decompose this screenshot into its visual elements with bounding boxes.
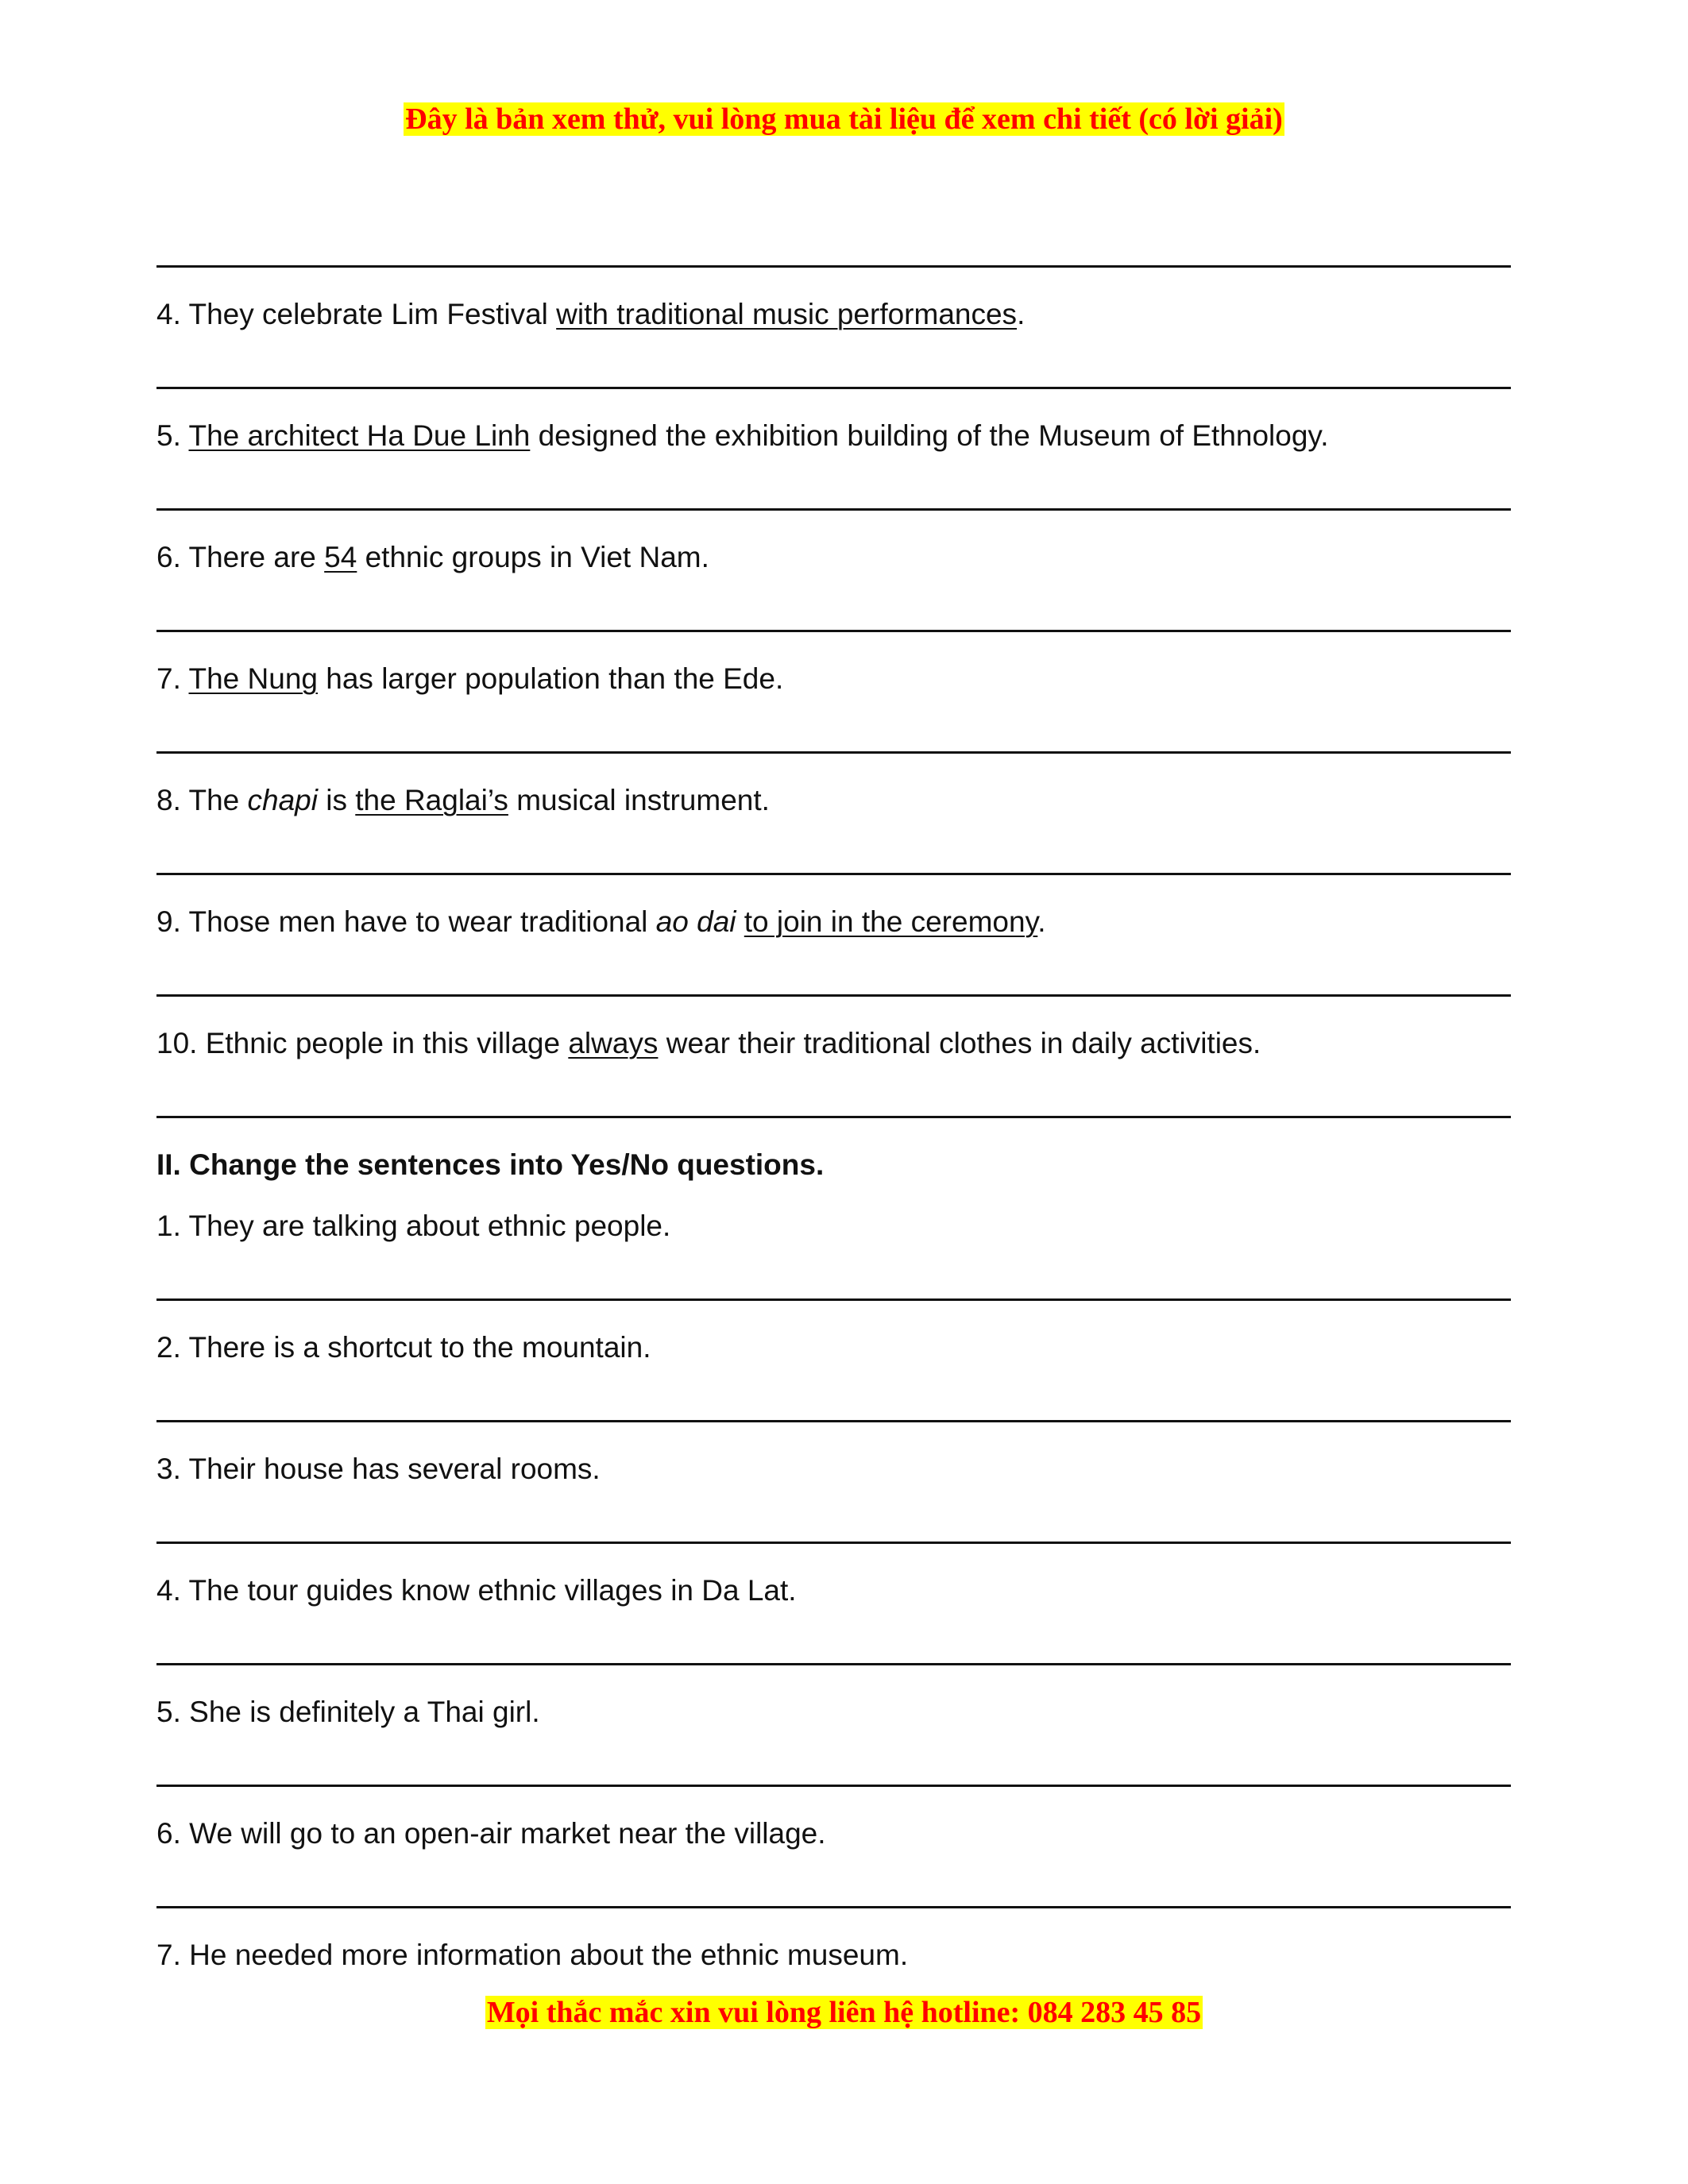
- question-item-3: 3. Their house has several rooms.: [156, 1453, 601, 1485]
- italic-term: chapi: [247, 784, 318, 816]
- answer-line: [156, 1116, 1511, 1118]
- answer-line: [156, 508, 1511, 511]
- hotline-text: Mọi thắc mắc xin vui lòng liên hệ hotline: 084 283 45 85: [486, 1996, 1202, 2029]
- underlined-phrase: The Nung: [188, 662, 318, 695]
- exercise-item-5: 5. The architect Ha Due Linh designed the exhibition building of the Museum of Ethnology.: [156, 419, 1329, 452]
- section-heading: II. Change the sentences into Yes/No questions.: [156, 1148, 825, 1181]
- answer-line: [156, 994, 1511, 997]
- underlined-phrase: to join in the ceremony: [744, 905, 1038, 938]
- answer-line: [156, 265, 1511, 268]
- exercise-item-7: 7. The Nung has larger population than the Ede.: [156, 662, 784, 695]
- answer-line: [156, 630, 1511, 632]
- answer-line: [156, 387, 1511, 389]
- question-item-4: 4. The tour guides know ethnic villages in Da Lat.: [156, 1574, 797, 1607]
- answer-line: [156, 1298, 1511, 1301]
- question-item-2: 2. There is a shortcut to the mountain.: [156, 1331, 651, 1364]
- exercise-item-10: 10. Ethnic people in this village always wear their traditional clothes in daily activities.: [156, 1027, 1261, 1059]
- underlined-phrase: always: [568, 1027, 659, 1059]
- exercise-item-8: 8. The chapi is the Raglai’s musical instrument.: [156, 784, 770, 816]
- question-item-6: 6. We will go to an open-air market near the village.: [156, 1817, 826, 1850]
- preview-notice-banner: [0, 102, 1688, 137]
- question-item-1: 1. They are talking about ethnic people.: [156, 1210, 671, 1242]
- italic-term: ao dai: [655, 905, 736, 938]
- exercise-item-9: 9. Those men have to wear traditional ao dai to join in the ceremony.: [156, 905, 1046, 938]
- answer-line: [156, 1906, 1511, 1908]
- answer-line: [156, 873, 1511, 875]
- answer-line: [156, 1785, 1511, 1787]
- question-item-5: 5. She is definitely a Thai girl.: [156, 1696, 540, 1728]
- preview-notice-text: Đây là bản xem thử, vui lòng mua tài liệu để xem chi tiết (có lời giải): [405, 102, 1283, 136]
- exercise-item-6: 6. There are 54 ethnic groups in Viet Nam.: [156, 541, 709, 573]
- answer-line: [156, 1420, 1511, 1422]
- question-item-7: 7. He needed more information about the ethnic museum.: [156, 1939, 909, 1971]
- underlined-phrase: 54: [324, 541, 357, 573]
- underlined-phrase: The architect Ha Due Linh: [188, 419, 531, 452]
- underlined-phrase: the Raglai’s: [355, 784, 508, 816]
- answer-line: [156, 751, 1511, 754]
- hotline-banner: [0, 1995, 1688, 2030]
- underlined-phrase: with traditional music performances: [556, 298, 1018, 330]
- answer-line: [156, 1542, 1511, 1544]
- answer-line: [156, 1663, 1511, 1665]
- exercise-item-4: 4. They celebrate Lim Festival with traditional music performances.: [156, 298, 1026, 330]
